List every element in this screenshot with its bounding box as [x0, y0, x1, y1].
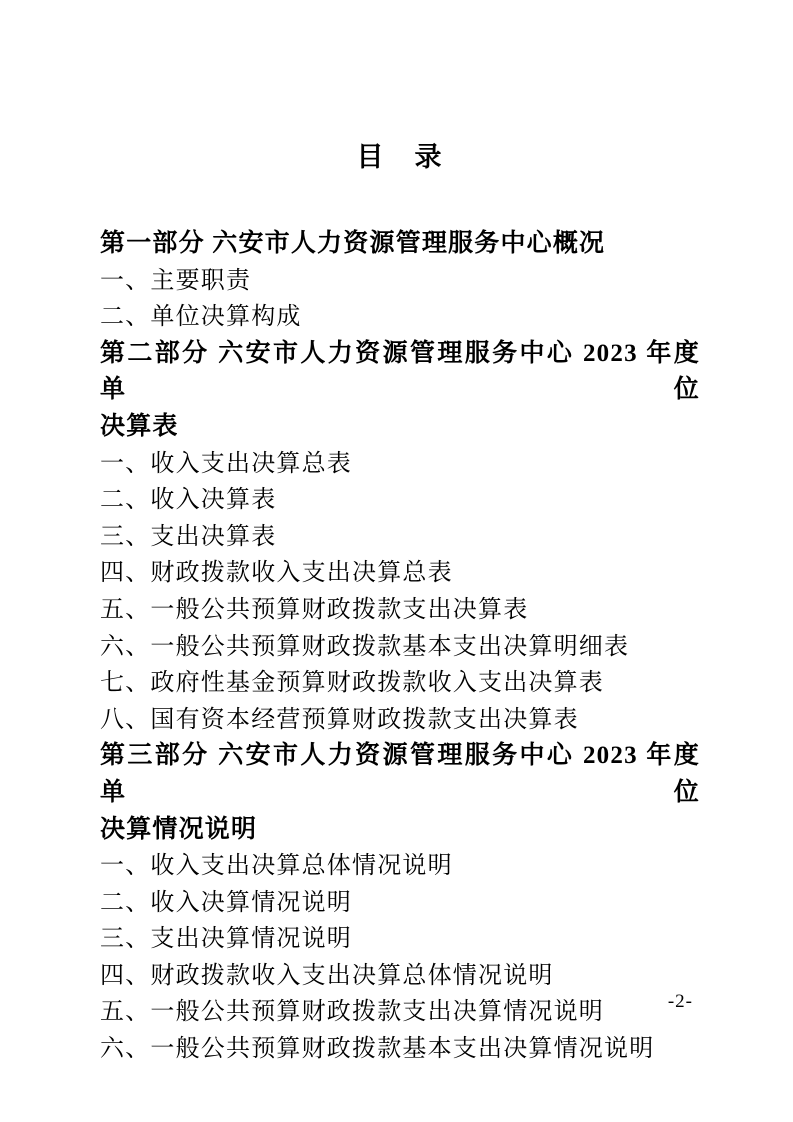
section-heading-continued: 决算表 — [100, 412, 179, 440]
toc-item: 一、收入支出决算总体情况说明 — [100, 853, 453, 880]
page-number: -2- — [667, 991, 693, 1012]
page-title: 目 录 — [356, 142, 444, 172]
toc-item: 五、一般公共预算财政拨款支出决算情况说明 — [100, 999, 604, 1026]
toc-item: 二、单位决算构成 — [100, 304, 302, 331]
toc-section-1 — [100, 226, 700, 336]
toc-item: 一、主要职责 — [100, 267, 252, 294]
section-heading: 第三部分 六安市人力资源管理服务中心 2023 年度单位 — [100, 742, 700, 806]
toc-item: 三、支出决算表 — [100, 523, 277, 550]
section-heading: 第二部分 六安市人力资源管理服务中心 2023 年度单位 — [100, 339, 700, 404]
toc-item: 六、一般公共预算财政拨款基本支出决算情况说明 — [100, 1036, 655, 1063]
toc-item: 五、一般公共预算财政拨款支出决算表 — [100, 596, 529, 623]
toc-section-2 — [100, 336, 700, 739]
toc-item: 三、支出决算情况说明 — [100, 926, 352, 953]
section-heading: 第一部分 六安市人力资源管理服务中心概况 — [100, 230, 606, 257]
toc-item: 八、国有资本经营预算财政拨款支出决算表 — [100, 706, 579, 733]
toc-item: 七、政府性基金预算财政拨款收入支出决算表 — [100, 670, 604, 697]
toc-item: 二、收入决算表 — [100, 487, 277, 514]
toc-item: 四、财政拨款收入支出决算总表 — [100, 560, 453, 587]
toc-item: 四、财政拨款收入支出决算总体情况说明 — [100, 962, 554, 989]
toc-item: 二、收入决算情况说明 — [100, 889, 352, 916]
section-heading-continued: 决算情况说明 — [100, 815, 258, 843]
toc-section-3 — [100, 738, 700, 1067]
toc-item: 一、收入支出决算总表 — [100, 450, 352, 477]
toc-item: 六、一般公共预算财政拨款基本支出决算明细表 — [100, 633, 630, 660]
table-of-contents — [100, 226, 700, 1068]
